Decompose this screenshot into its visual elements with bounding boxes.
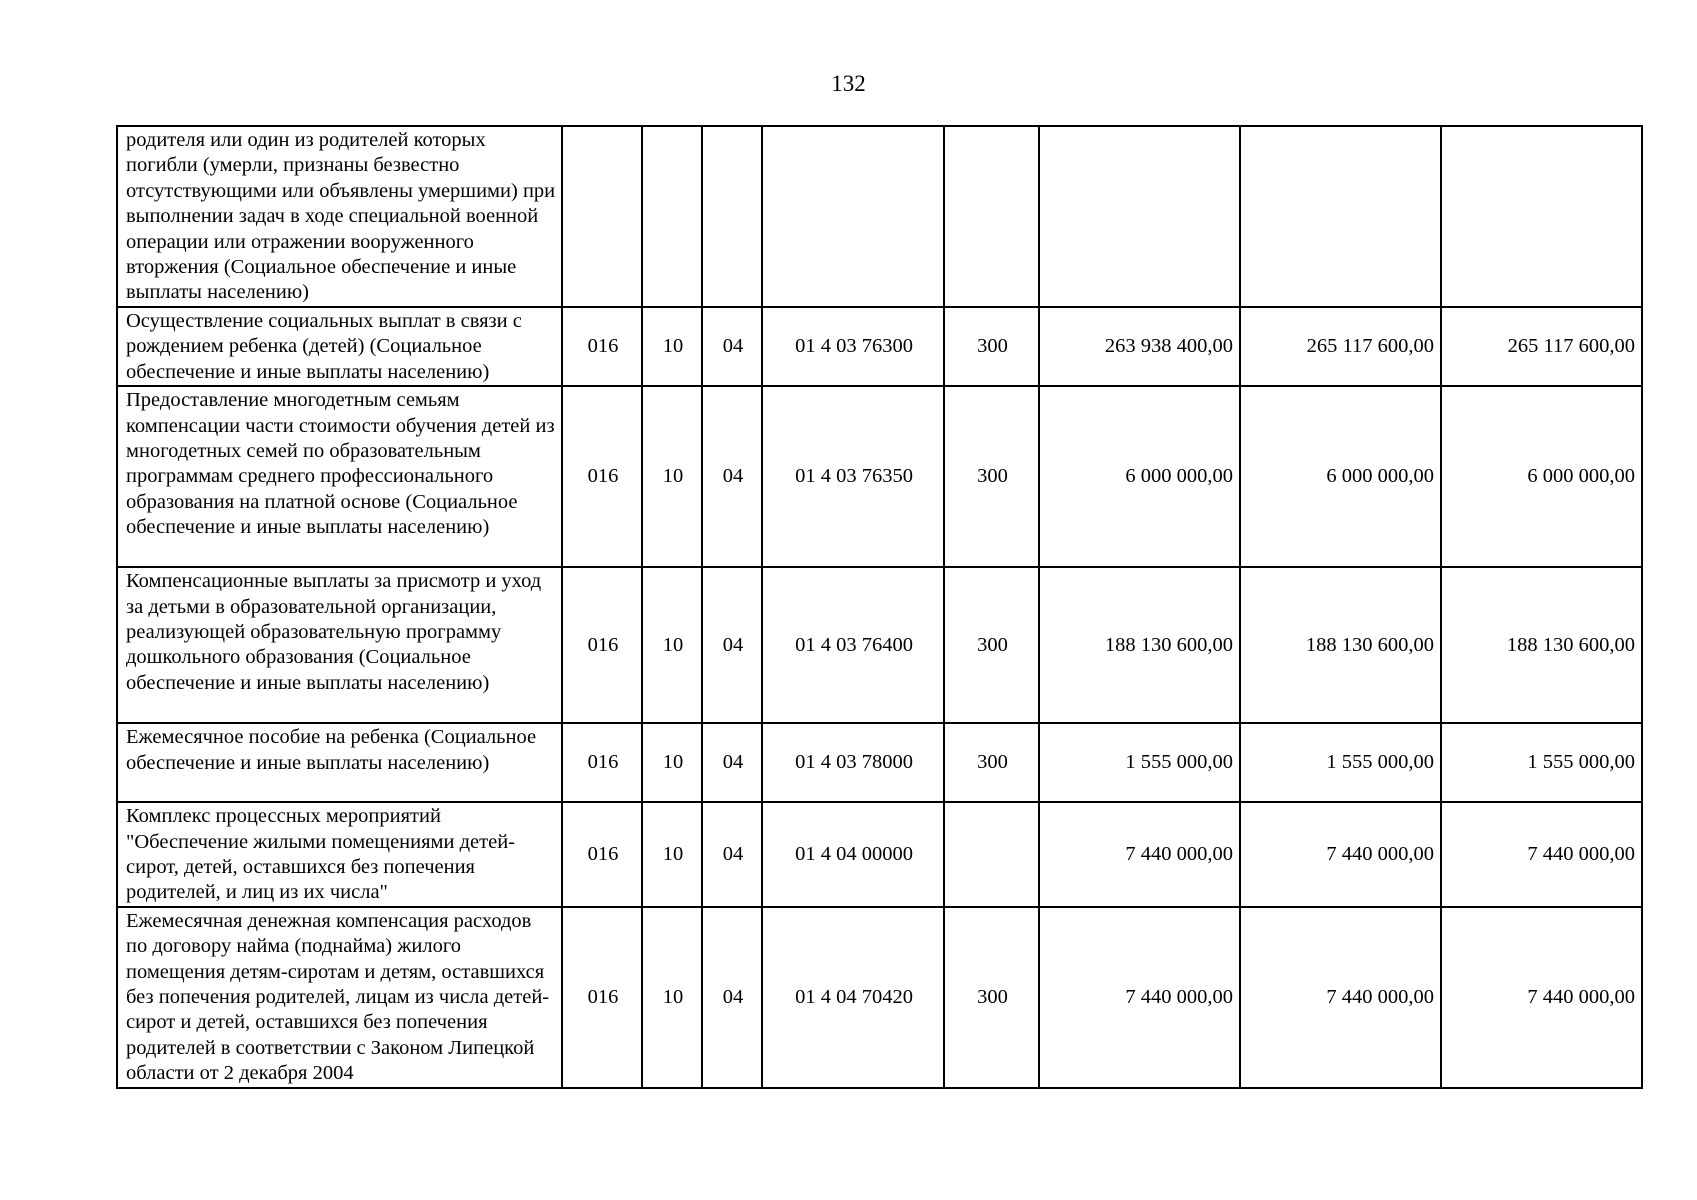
amount-year-1-cell: 263 938 400,00: [1039, 307, 1240, 386]
page-number: 132: [831, 71, 866, 96]
expense-type-cell: [944, 126, 1039, 307]
amount-year-2-cell: 1 555 000,00: [1240, 723, 1441, 802]
expense-type-cell: 300: [944, 307, 1039, 386]
subsection-code-cell: 04: [702, 307, 762, 386]
subsection-code-cell: 04: [702, 907, 762, 1088]
amount-year-2-cell: 188 130 600,00: [1240, 567, 1441, 723]
target-article-cell: 01 4 03 76400: [762, 567, 944, 723]
amount-year-2-cell: 265 117 600,00: [1240, 307, 1441, 386]
row-description: Ежемесячная денежная компенсация расходов по договору найма (поднайма) жилого помещения детям-сиротам и детям, оставшихся без попечения родителей, лицам из числа детей-сирот и детей, оставшихся без попечения родителей в соответствии с Законом Липецкой области от 2 декабря 2004: [117, 907, 562, 1088]
amount-year-2-cell: [1240, 126, 1441, 307]
table-row: [117, 126, 1642, 307]
amount-year-2-cell: 7 440 000,00: [1240, 802, 1441, 907]
ministry-code-cell: 016: [562, 802, 642, 907]
amount-year-1-cell: [1039, 126, 1240, 307]
target-article-cell: 01 4 03 76350: [762, 386, 944, 567]
row-description: Ежемесячное пособие на ребенка (Социальное обеспечение и иные выплаты населению): [117, 723, 562, 802]
amount-year-3-cell: 1 555 000,00: [1441, 723, 1642, 802]
section-code-cell: 10: [642, 567, 702, 723]
row-description: Компенсационные выплаты за присмотр и уход за детьми в образовательной организации, реализующей образовательную программу дошкольного образования (Социальное обеспечение и иные выплаты населению): [117, 567, 562, 723]
ministry-code-cell: 016: [562, 907, 642, 1088]
ministry-code-cell: [562, 126, 642, 307]
ministry-code-cell: 016: [562, 567, 642, 723]
amount-year-1-cell: 7 440 000,00: [1039, 907, 1240, 1088]
target-article-cell: [762, 126, 944, 307]
expense-type-cell: [944, 802, 1039, 907]
amount-year-3-cell: 6 000 000,00: [1441, 386, 1642, 567]
expense-type-cell: 300: [944, 907, 1039, 1088]
amount-year-2-cell: 7 440 000,00: [1240, 907, 1441, 1088]
amount-year-1-cell: 188 130 600,00: [1039, 567, 1240, 723]
amount-year-1-cell: 1 555 000,00: [1039, 723, 1240, 802]
amount-year-2-cell: 6 000 000,00: [1240, 386, 1441, 567]
target-article-cell: 01 4 04 00000: [762, 802, 944, 907]
amount-year-3-cell: 7 440 000,00: [1441, 907, 1642, 1088]
section-code-cell: [642, 126, 702, 307]
row-description: Осуществление социальных выплат в связи с рождением ребенка (детей) (Социальное обеспечение и иные выплаты населению): [117, 307, 562, 386]
section-code-cell: 10: [642, 307, 702, 386]
amount-year-3-cell: 265 117 600,00: [1441, 307, 1642, 386]
target-article-cell: 01 4 03 76300: [762, 307, 944, 386]
amount-year-3-cell: 188 130 600,00: [1441, 567, 1642, 723]
section-code-cell: 10: [642, 802, 702, 907]
section-code-cell: 10: [642, 723, 702, 802]
target-article-cell: 01 4 03 78000: [762, 723, 944, 802]
section-code-cell: 10: [642, 386, 702, 567]
expense-type-cell: 300: [944, 723, 1039, 802]
row-description: родителя или один из родителей которых погибли (умерли, признаны безвестно отсутствующими или объявлены умершими) при выполнении задач в ходе специальной военной операции или отражении вооруженного вторжения (Социальное обеспечение и иные выплаты населению): [117, 126, 562, 307]
section-code-cell: 10: [642, 907, 702, 1088]
subsection-code-cell: [702, 126, 762, 307]
expense-type-cell: 300: [944, 386, 1039, 567]
row-description: Комплекс процессных мероприятий "Обеспечение жилыми помещениями детей-сирот, детей, оставшихся без попечения родителей, и лиц из их числа": [117, 802, 562, 907]
subsection-code-cell: 04: [702, 567, 762, 723]
table-row: [117, 386, 1642, 567]
ministry-code-cell: 016: [562, 386, 642, 567]
subsection-code-cell: 04: [702, 802, 762, 907]
ministry-code-cell: 016: [562, 307, 642, 386]
subsection-code-cell: 04: [702, 723, 762, 802]
amount-year-3-cell: [1441, 126, 1642, 307]
amount-year-3-cell: 7 440 000,00: [1441, 802, 1642, 907]
table-row: [117, 723, 1642, 802]
table-row: [117, 907, 1642, 1088]
expense-type-cell: 300: [944, 567, 1039, 723]
amount-year-1-cell: 6 000 000,00: [1039, 386, 1240, 567]
amount-year-1-cell: 7 440 000,00: [1039, 802, 1240, 907]
target-article-cell: 01 4 04 70420: [762, 907, 944, 1088]
table-row: [117, 567, 1642, 723]
ministry-code-cell: 016: [562, 723, 642, 802]
table-row: [117, 802, 1642, 907]
row-description: Предоставление многодетным семьям компенсации части стоимости обучения детей из многодетных семей по образовательным программам среднего профессионального образования на платной основе (Социальное обеспечение и иные выплаты населению): [117, 386, 562, 567]
subsection-code-cell: 04: [702, 386, 762, 567]
table-row: [117, 307, 1642, 386]
budget-table: [116, 125, 1643, 1089]
